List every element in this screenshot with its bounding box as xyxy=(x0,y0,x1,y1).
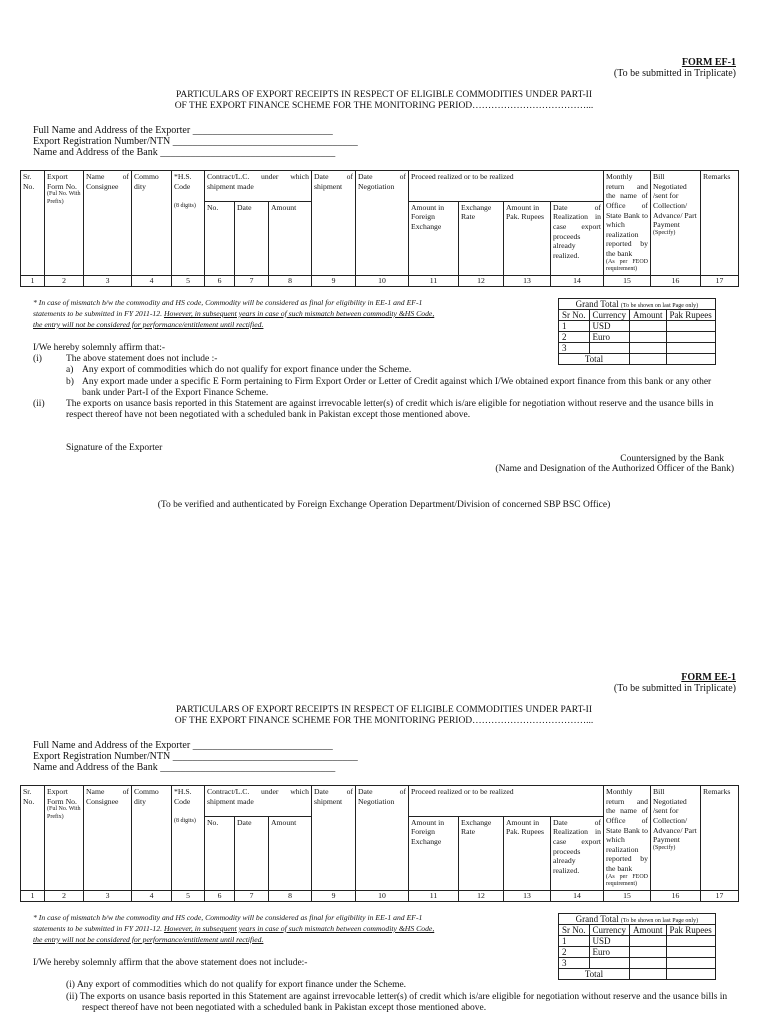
header-monthly-return: Monthly return and the name of Office of State Bank to which realization reported by the bank (As per FEOD requirement) xyxy=(604,171,651,276)
header-realization-date: Date of Realization in case export proceeds already realized. xyxy=(551,816,604,890)
gt-header: Pak Rupees xyxy=(666,310,715,321)
affirm-a-text: Any export of commodities which do not qualify for export finance under the Scheme. xyxy=(82,365,412,375)
header-commodity: Commo dity xyxy=(132,171,172,276)
header-bill: Bill Negotiated /sent for Collection/ Advance/ Part Payment (Specify) xyxy=(651,786,701,891)
header-sr: Sr. No. xyxy=(21,171,45,276)
export-receipts-table xyxy=(20,785,739,902)
col-number: 17 xyxy=(701,890,739,901)
col-number: 16 xyxy=(651,890,701,901)
export-receipts-table xyxy=(20,170,739,287)
header-lc-no: No. xyxy=(205,201,235,275)
col-number: 14 xyxy=(551,890,604,901)
triplicate-note: (To be submitted in Triplicate) xyxy=(613,68,736,79)
gt-sr: 2 xyxy=(559,947,590,958)
header-lc-no: No. xyxy=(205,816,235,890)
gt-header: Sr No. xyxy=(559,925,590,936)
header-sr: Sr. No. xyxy=(21,786,45,891)
gt-pak xyxy=(666,936,715,947)
col-number: 17 xyxy=(701,275,739,286)
gt-pak xyxy=(666,332,715,343)
col-number: 9 xyxy=(312,890,356,901)
gt-header: Currency xyxy=(589,925,630,936)
col-number: 13 xyxy=(504,890,551,901)
header-lc-amount: Amount xyxy=(269,201,312,275)
bank-field: Name and Address of the Bank ___________________________________ xyxy=(33,762,336,773)
col-number: 6 xyxy=(205,275,235,286)
col-number: 7 xyxy=(235,275,269,286)
header-exchange-rate: Exchange Rate xyxy=(459,201,504,275)
col-number: 12 xyxy=(459,275,504,286)
col-number: 1 xyxy=(21,890,45,901)
gt-currency xyxy=(589,958,630,969)
gt-amount xyxy=(630,343,667,354)
col-number: 2 xyxy=(45,890,84,901)
col-number: 2 xyxy=(45,275,84,286)
exporter-signature: Signature of the Exporter xyxy=(66,443,163,453)
col-number: 10 xyxy=(356,890,409,901)
gt-currency xyxy=(589,343,630,354)
header-shipment-date: Date of shipment xyxy=(312,171,356,276)
header-export-form: Export Form No. (Ful No. With Prefix) xyxy=(45,786,84,891)
form-id: FORM EE-1 xyxy=(681,672,736,683)
gt-currency: Euro xyxy=(589,947,630,958)
gt-sr: 1 xyxy=(559,936,590,947)
gt-amount xyxy=(630,958,667,969)
col-number: 4 xyxy=(132,890,172,901)
gt-amount xyxy=(630,321,667,332)
header-commodity: Commo dity xyxy=(132,786,172,891)
col-number: 8 xyxy=(269,275,312,286)
gt-pak xyxy=(666,947,715,958)
countersigned: Countersigned by the Bank xyxy=(620,454,724,464)
header-negotiation-date: Date of Negotiation xyxy=(356,786,409,891)
officer-designation: (Name and Designation of the Authorized Officer of the Bank) xyxy=(495,464,734,474)
gt-header: Amount xyxy=(630,925,667,936)
gt-header: Amount xyxy=(630,310,667,321)
grand-total-table xyxy=(558,913,716,980)
grand-total-title: Grand Total (To be shown on last Page only) xyxy=(559,914,716,925)
gt-sr: 3 xyxy=(559,343,590,354)
col-number: 3 xyxy=(84,890,132,901)
ntn-field: Export Registration Number/NTN _____________________________________ xyxy=(33,751,358,762)
col-number: 10 xyxy=(356,275,409,286)
affirm-i-label: (i) xyxy=(33,354,42,364)
header-realization-date: Date of Realization in case export proceeds already realized. xyxy=(551,201,604,275)
col-number: 13 xyxy=(504,275,551,286)
col-number: 15 xyxy=(604,275,651,286)
col-number: 4 xyxy=(132,275,172,286)
title-line1: PARTICULARS OF EXPORT RECEIPTS IN RESPECT OF ELIGIBLE COMMODITIES UNDER PART-II xyxy=(176,705,592,715)
grand-total-table xyxy=(558,298,716,365)
gt-currency: Euro xyxy=(589,332,630,343)
grand-total-title: Grand Total (To be shown on last Page only) xyxy=(559,299,716,310)
gt-currency: USD xyxy=(589,936,630,947)
gt-pak xyxy=(666,321,715,332)
header-monthly-return: Monthly return and the name of Office of State Bank to which realization reported by the bank (As per FEOD requirement) xyxy=(604,786,651,891)
col-number: 1 xyxy=(21,275,45,286)
affirm-i-text: The above statement does not include :- xyxy=(66,354,218,364)
gt-amount xyxy=(630,354,667,365)
gt-pak xyxy=(666,343,715,354)
gt-sr: 2 xyxy=(559,332,590,343)
exporter-field: Full Name and Address of the Exporter ____________________________ xyxy=(33,740,333,751)
header-proceed: Proceed realized or to be realized xyxy=(409,171,604,202)
mismatch-note: * In case of mismatch b/w the commodity and HS code, Commodity will be considered as final for eligibility in EE-1 and EF-1 statements to be submitted in FY 2011-12. However, in subsequent years in case of such mismatch between commodity &HS Code, the entry will not be considered for performance/entitlement until rectified. xyxy=(33,298,435,329)
gt-pak xyxy=(666,969,715,980)
form-id: FORM EF-1 xyxy=(681,57,736,68)
gt-amount xyxy=(630,332,667,343)
triplicate-note: (To be submitted in Triplicate) xyxy=(613,683,736,694)
gt-sr: 3 xyxy=(559,958,590,969)
gt-total-label: Total xyxy=(559,969,630,980)
affirm-i-text: (i) Any export of commodities which do not qualify for export finance under the Scheme. xyxy=(66,980,407,990)
header-contract: Contract/L.C. under which shipment made xyxy=(205,786,312,817)
header-negotiation-date: Date of Negotiation xyxy=(356,171,409,276)
form-ef1 xyxy=(0,0,768,510)
title-line1: PARTICULARS OF EXPORT RECEIPTS IN RESPECT OF ELIGIBLE COMMODITIES UNDER PART-II xyxy=(176,90,592,100)
col-number: 11 xyxy=(409,275,459,286)
mismatch-note: * In case of mismatch b/w the commodity and HS code, Commodity will be considered as final for eligibility in EE-1 and EF-1 statements to be submitted in FY 2011-12. However, in subsequent years in case of such mismatch between commodity &HS Code, the entry will not be considered for performance/entitlement until rectified. xyxy=(33,913,435,944)
col-number: 12 xyxy=(459,890,504,901)
title-line2: OF THE EXPORT FINANCE SCHEME FOR THE MONITORING PERIOD………………………………... xyxy=(174,101,594,111)
gt-pak xyxy=(666,958,715,969)
affirm-ii-text: The exports on usance basis reported in this Statement are against irrevocable letter(s) of credit which is/are eligible for negotiation without reserve and the usance bills in respect thereof have not been negotiated with a scheduled bank in Pakistan except those mentioned above. xyxy=(66,399,714,420)
header-lc-amount: Amount xyxy=(269,816,312,890)
col-number: 7 xyxy=(235,890,269,901)
header-lc-date: Date xyxy=(235,201,269,275)
affirm-a-label: a) xyxy=(66,365,74,375)
header-proceed: Proceed realized or to be realized xyxy=(409,786,604,817)
header-foreign-amount: Amount in Foreign Exchange xyxy=(409,816,459,890)
col-number: 8 xyxy=(269,890,312,901)
header-remarks: Remarks xyxy=(701,786,739,891)
gt-amount xyxy=(630,947,667,958)
gt-pak xyxy=(666,354,715,365)
gt-amount xyxy=(630,969,667,980)
affirm-ii-label: (ii) xyxy=(33,399,45,409)
header-shipment-date: Date of shipment xyxy=(312,786,356,891)
header-consignee: Name of Consignee xyxy=(84,786,132,891)
affirm-b-text: Any export made under a specific E Form pertaining to Firm Export Order or Letter of Credit against which I/We obtained export finance from this bank or any other bank under Part-I of the Export Finance Scheme. xyxy=(82,377,712,398)
gt-header: Currency xyxy=(589,310,630,321)
header-remarks: Remarks xyxy=(701,171,739,276)
header-bill: Bill Negotiated /sent for Collection/ Advance/ Part Payment (Specify) xyxy=(651,171,701,276)
exporter-field: Full Name and Address of the Exporter ____________________________ xyxy=(33,125,333,136)
col-number: 15 xyxy=(604,890,651,901)
col-number: 16 xyxy=(651,275,701,286)
header-hs-code: *H.S. Code (8 digits) xyxy=(172,786,205,891)
header-export-form: Export Form No. (Ful No. With Prefix) xyxy=(45,171,84,276)
col-number: 9 xyxy=(312,275,356,286)
header-pak-amount: Amount in Pak. Rupees xyxy=(504,816,551,890)
gt-header: Pak Rupees xyxy=(666,925,715,936)
gt-amount xyxy=(630,936,667,947)
col-number: 5 xyxy=(172,275,205,286)
gt-header: Sr No. xyxy=(559,310,590,321)
verification-note: (To be verified and authenticated by Foreign Exchange Operation Department/Division of concerned SBP BSC Office) xyxy=(157,500,611,510)
gt-total-label: Total xyxy=(559,354,630,365)
gt-currency: USD xyxy=(589,321,630,332)
header-hs-code: *H.S. Code (8 digits) xyxy=(172,171,205,276)
gt-sr: 1 xyxy=(559,321,590,332)
affirm-b-label: b) xyxy=(66,377,74,387)
title-line2: OF THE EXPORT FINANCE SCHEME FOR THE MONITORING PERIOD………………………………... xyxy=(174,716,594,726)
col-number: 14 xyxy=(551,275,604,286)
header-consignee: Name of Consignee xyxy=(84,171,132,276)
form-ee1 xyxy=(0,615,768,1015)
header-lc-date: Date xyxy=(235,816,269,890)
affirm-intro: I/We hereby solemnly affirm that the above statement does not include:- xyxy=(33,958,308,968)
col-number: 3 xyxy=(84,275,132,286)
header-contract: Contract/L.C. under which shipment made xyxy=(205,171,312,202)
ntn-field: Export Registration Number/NTN _____________________________________ xyxy=(33,136,358,147)
header-foreign-amount: Amount in Foreign Exchange xyxy=(409,201,459,275)
col-number: 11 xyxy=(409,890,459,901)
header-exchange-rate: Exchange Rate xyxy=(459,816,504,890)
bank-field: Name and Address of the Bank ___________________________________ xyxy=(33,147,336,158)
col-number: 6 xyxy=(205,890,235,901)
affirm-ii-text: (ii) The exports on usance basis reported in this Statement are against irrevocable letter(s) of credit which is/are eligible for negotiation without reserve and the usance bills in respect thereof have not been negotiated with a scheduled bank in Pakistan except those mentioned above. xyxy=(66,992,728,1013)
affirm-intro: I/We hereby solemnly affirm that:- xyxy=(33,343,166,353)
header-pak-amount: Amount in Pak. Rupees xyxy=(504,201,551,275)
col-number: 5 xyxy=(172,890,205,901)
